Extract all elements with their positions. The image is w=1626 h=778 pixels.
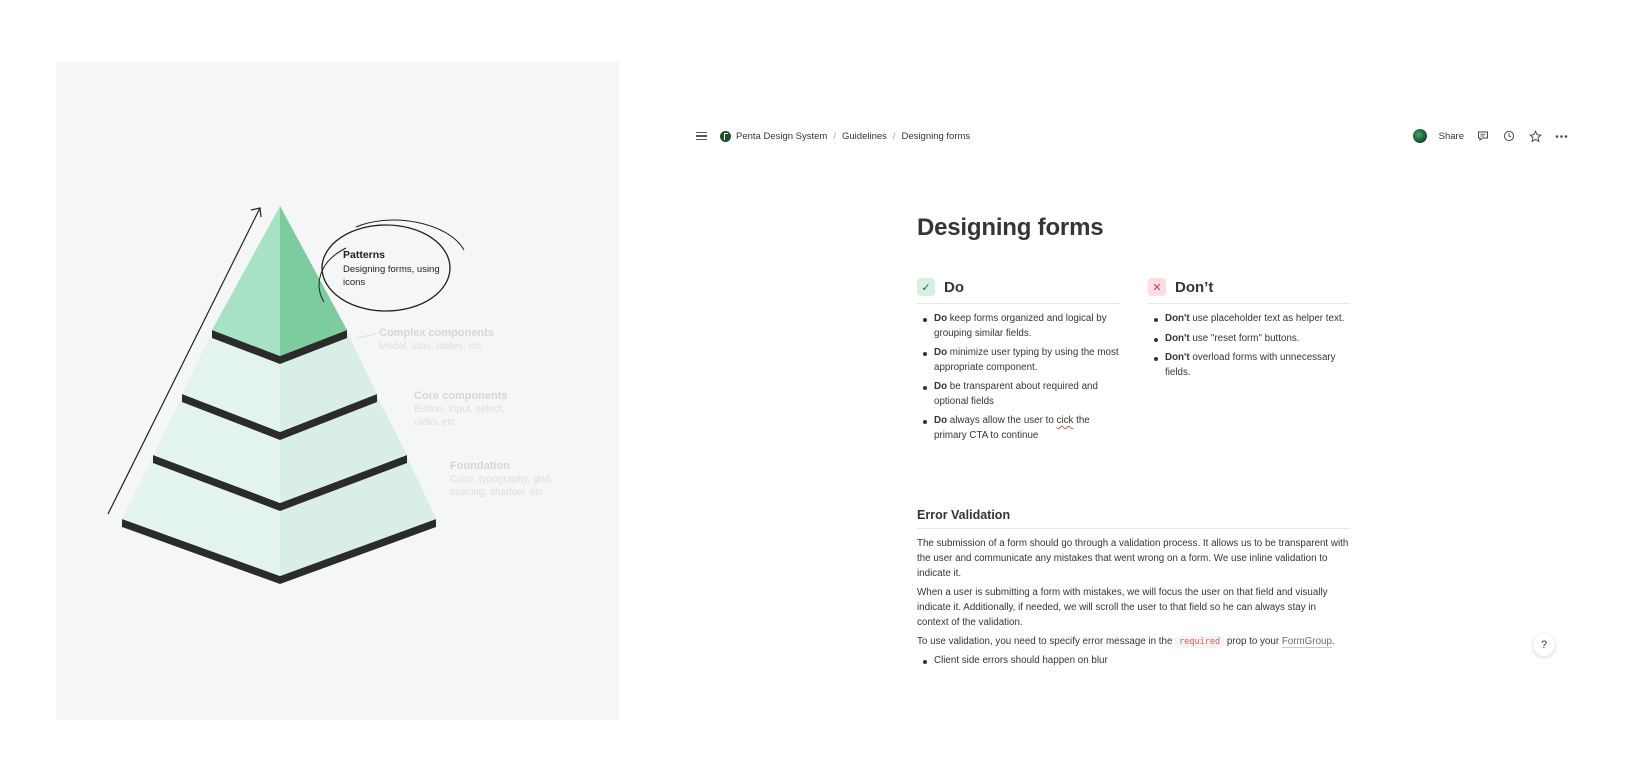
breadcrumb-workspace[interactable]: Penta Design System <box>736 130 828 142</box>
cross-icon: ✕ <box>1148 278 1166 296</box>
do-header <box>917 277 1119 304</box>
list-item: Do be transparent about required and optional fields <box>917 380 1119 409</box>
top-bar <box>696 126 1568 146</box>
patterns-subtitle-1: Designing forms, using <box>343 264 440 275</box>
list-item: Don't use "reset form" buttons. <box>1148 332 1350 347</box>
dont-column <box>1148 277 1350 385</box>
complex-title: Complex components <box>379 327 494 339</box>
paragraph: To use validation, you need to specify error message in the required prop to your FormGroup. <box>917 636 1335 647</box>
history-clock-icon[interactable] <box>1502 129 1516 143</box>
apex-left <box>212 206 280 356</box>
foundation-subtitle-1: Color, typography, grid, <box>450 474 553 485</box>
patterns-title: Patterns <box>343 249 386 261</box>
list-item: Don't overload forms with unnecessary fields. <box>1148 351 1350 380</box>
list-item: Client side errors should happen on blur <box>917 654 1350 669</box>
dont-list <box>1148 312 1350 380</box>
do-title: Do <box>944 278 964 296</box>
favorite-star-icon[interactable] <box>1528 129 1542 143</box>
comment-icon[interactable] <box>1476 129 1490 143</box>
do-column <box>917 277 1119 448</box>
misspelled-word[interactable]: cick <box>1056 415 1074 426</box>
dont-header <box>1148 277 1350 304</box>
patterns-subtitle-2: icons <box>343 277 366 288</box>
core-subtitle-2: radio, etc <box>414 417 456 428</box>
menu-icon[interactable] <box>696 129 710 143</box>
breadcrumb-guidelines[interactable]: Guidelines <box>842 130 887 142</box>
list-item: Don't use placeholder text as helper text. <box>1148 312 1350 327</box>
check-icon: ✓ <box>917 278 935 296</box>
help-button[interactable]: ? <box>1533 634 1555 656</box>
error-validation-list <box>917 654 1350 669</box>
workspace-icon <box>720 131 731 142</box>
paragraph: When a user is submitting a form with mistakes, we will focus the user on that field and visually indicate it. Additionally, if needed, we will scroll the user to that field so he can always stay in context of the validation. <box>917 587 1328 628</box>
dont-title: Don’t <box>1175 278 1214 296</box>
apex-right <box>280 206 347 356</box>
inline-code: required <box>1175 636 1224 648</box>
paragraph: The submission of a form should go through a validation process. It allows us to be transparent with the user and communicate any mistakes that went wrong on a form. We use inline validation to indicate it. <box>917 538 1349 579</box>
list-item: Do minimize user typing by using the most appropriate component. <box>917 346 1119 375</box>
error-validation-section <box>917 508 1350 674</box>
patterns-callout-stroke <box>356 220 464 250</box>
pyramid-svg <box>56 62 619 720</box>
list-item: Do keep forms organized and logical by grouping similar fields. <box>917 312 1119 341</box>
more-options-icon[interactable] <box>1554 129 1568 143</box>
list-item: Do always allow the user to cick the primary CTA to continue <box>917 414 1119 443</box>
avatar[interactable] <box>1413 129 1427 143</box>
complex-subtitle: Modal, tabs, tables, etc <box>379 341 482 352</box>
top-bar-actions <box>1413 126 1568 146</box>
breadcrumb-separator: / <box>833 130 836 142</box>
share-button[interactable]: Share <box>1438 130 1464 142</box>
complex-leader-line <box>356 334 376 338</box>
core-subtitle-1: Button, input, select, <box>414 404 505 415</box>
page-title[interactable]: Designing forms <box>917 214 1104 241</box>
formgroup-link[interactable]: FormGroup <box>1281 636 1332 647</box>
foundation-title: Foundation <box>450 460 510 472</box>
breadcrumb-separator: / <box>892 130 896 142</box>
error-validation-heading[interactable]: Error Validation <box>917 508 1350 529</box>
do-list <box>917 312 1119 443</box>
foundation-subtitle-2: spacing, shadow, etc <box>450 487 543 498</box>
document-body <box>917 214 1350 666</box>
breadcrumb-current-page[interactable]: Designing forms <box>901 130 971 142</box>
core-title: Core components <box>414 390 508 402</box>
pyramid-illustration <box>56 62 619 720</box>
